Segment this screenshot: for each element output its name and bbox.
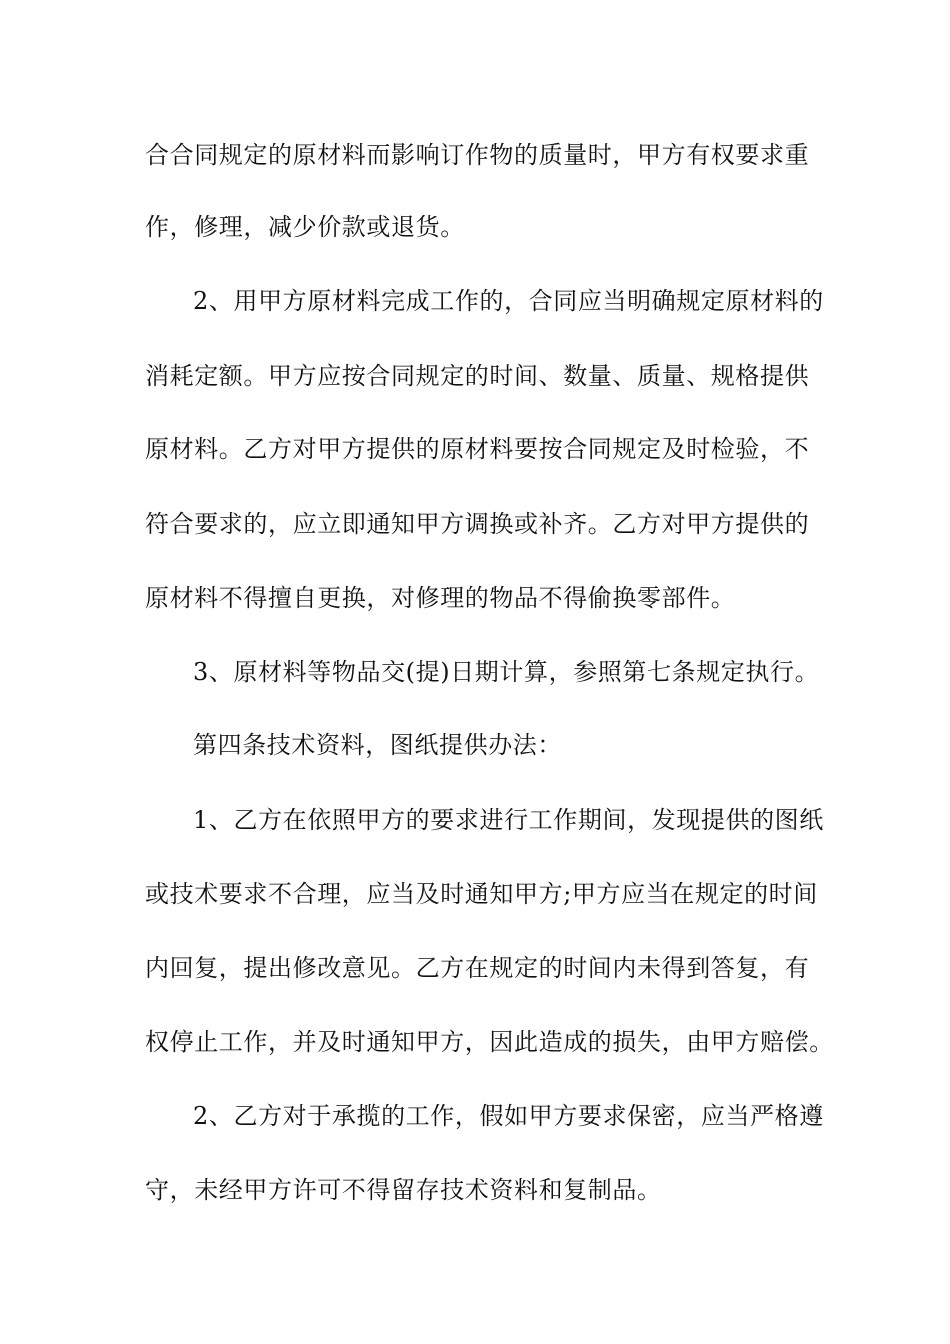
text-line: 符合要求的，应立即通知甲方调换或补齐。乙方对甲方提供的 xyxy=(145,510,810,538)
text-line: 或技术要求不合理，应当及时通知甲方;甲方应当在规定的时间 xyxy=(145,880,818,908)
text-line: 3、原材料等物品交(提)日期计算，参照第七条规定执行。 xyxy=(193,658,820,686)
text-line: 2、乙方对于承揽的工作，假如甲方要求保密，应当严格遵 xyxy=(193,1102,824,1130)
text-line: 2、用甲方原材料完成工作的，合同应当明确规定原材料的 xyxy=(193,287,824,315)
text-line: 内回复，提出修改意见。乙方在规定的时间内未得到答复，有 xyxy=(145,954,810,982)
text-line: 消耗定额。甲方应按合同规定的时间、数量、质量、规格提供 xyxy=(145,362,810,390)
text-line: 守，未经甲方许可不得留存技术资料和复制品。 xyxy=(145,1176,662,1204)
section-heading: 第四条技术资料，图纸提供办法： xyxy=(193,731,562,759)
text-line: 合合同规定的原材料而影响订作物的质量时，甲方有权要求重 xyxy=(145,141,810,169)
text-line: 原材料不得擅自更换，对修理的物品不得偷换零部件。 xyxy=(145,584,736,612)
text-line: 权停止工作，并及时通知甲方，因此造成的损失，由甲方赔偿。 xyxy=(145,1028,834,1056)
text-line: 原材料。乙方对甲方提供的原材料要按合同规定及时检验，不 xyxy=(145,435,810,463)
text-line: 作，修理，减少价款或退货。 xyxy=(145,213,465,241)
text-line: 1、乙方在依照甲方的要求进行工作期间，发现提供的图纸 xyxy=(193,806,824,834)
